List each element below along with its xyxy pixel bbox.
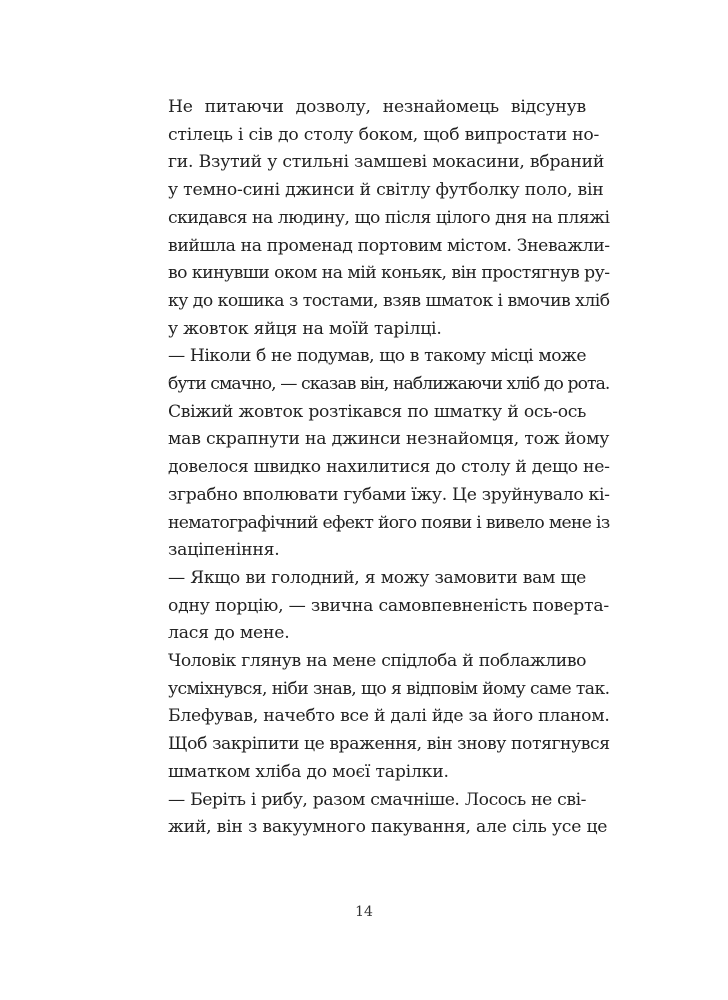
- text-line: лася до мене.: [168, 623, 290, 644]
- text-line: одну порцію, — звична самовпевненість поверта-: [168, 595, 610, 616]
- text-line: — Ніколи б не подумав, що в такому місці може: [168, 346, 586, 367]
- text-line: шматком хліба до моєї тарілки.: [168, 761, 449, 782]
- text-line: ги. Взутий у стильні замшеві мокасини, вбраний: [168, 152, 605, 173]
- text-line: мав скрапнути на джинси незнайомця, тож йому: [168, 429, 610, 450]
- text-line: вийшла на променад портовим містом. Зневажли-: [168, 235, 610, 256]
- text-line: у жовток яйця на моїй тарілці.: [168, 318, 442, 339]
- text-line: усміхнувся, ніби знав, що я відповім йому саме так.: [168, 678, 610, 699]
- text-line: Щоб закріпити це враження, він знову потягнувся: [168, 734, 610, 755]
- text-line: жий, він з вакуумного пакування, але сіль усе це: [168, 817, 608, 838]
- text-line: у темно-сині джинси й світлу футболку поло, він: [168, 180, 604, 201]
- text-line: зграбно вполювати губами їжу. Це зруйнувало кі-: [168, 484, 610, 505]
- text-line: ку до кошика з тостами, взяв шматок і вмочив хліб: [168, 290, 610, 311]
- page-number: 14: [355, 904, 373, 920]
- text-line: довелося швидко нахилитися до столу й дещо не-: [168, 457, 610, 478]
- text-line: Чоловік глянув на мене спідлоба й поблажливо: [168, 651, 586, 672]
- body-text: [142, 94, 610, 842]
- text-line: — Якщо ви голодний, я можу замовити вам ще: [168, 567, 586, 588]
- text-line: нематографічний ефект його появи і вивело мене із: [168, 512, 610, 533]
- text-line: Блефував, начебто все й далі йде за його планом.: [168, 706, 610, 727]
- paragraph-4: [142, 565, 610, 648]
- paragraph-6: [142, 787, 608, 842]
- paragraph-5: [142, 648, 610, 787]
- text-line: — Беріть і рибу, разом смачніше. Лосось не сві-: [168, 789, 586, 810]
- text-line: стілець і сів до столу боком, щоб випростати но-: [168, 124, 600, 145]
- text-line: бути смачно, — сказав він, наближаючи хліб до рота.: [168, 374, 610, 395]
- paragraph-2: [142, 343, 610, 398]
- paragraph-1: [142, 94, 610, 343]
- text-line: во кинувши оком на мій коньяк, він простягнув ру-: [168, 263, 610, 284]
- text-line: заціпеніння.: [168, 540, 280, 561]
- text-line: Свіжий жовток розтікався по шматку й ось-ось: [168, 401, 586, 422]
- text-line: Не питаючи дозволу, незнайомець відсунув: [168, 97, 586, 117]
- paragraph-3: [142, 399, 610, 565]
- text-line: скидався на людину, що після цілого дня на пляжі: [168, 207, 610, 228]
